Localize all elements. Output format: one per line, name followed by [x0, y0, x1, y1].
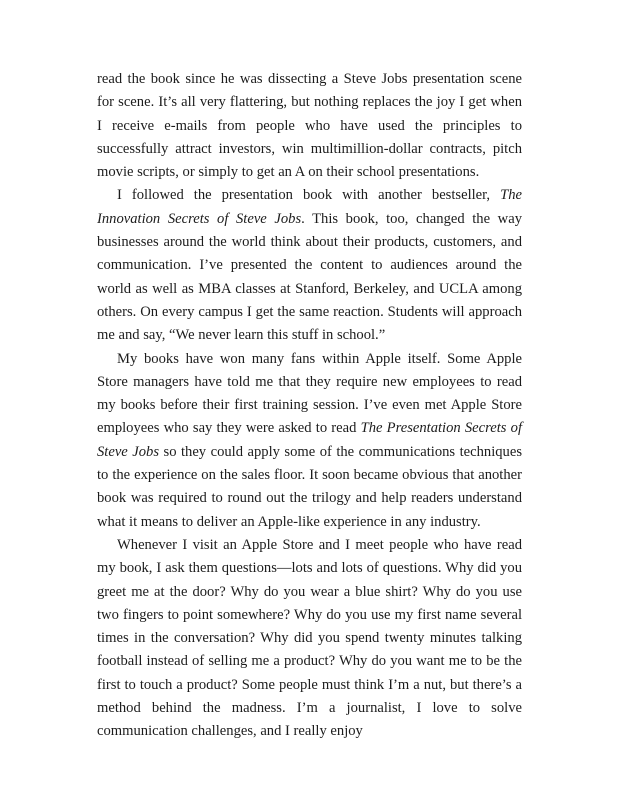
paragraph-1: [97, 68, 522, 184]
paragraph-text: . This book, too, changed the way businesses around the world think about their products, customers, and communication. I’ve presented the content to audiences around the world as well as MBA classes at Stanford, Berkeley, and UCLA among others. On every campus I get the same reaction. Students will approach me and say, “We never learn this stuff in school.”: [97, 210, 522, 344]
paragraph-text: My books have won many fans within Apple itself. Some Apple Store managers have told me that they require new employees to read my books before their first training session. I’ve even met Apple Store employees who say they were asked to read: [97, 350, 522, 437]
book-title-innovation-secrets: The Innovation Secrets of Steve Jobs: [97, 187, 522, 227]
paragraph-3: [97, 348, 522, 534]
book-title-presentation-secrets: The Presentation Secrets of Steve Jobs: [97, 420, 523, 460]
paragraph-4: [97, 534, 522, 744]
paragraph-text: Whenever I visit an Apple Store and I meet people who have read my book, I ask them questions—lots and lots of questions. Why did you greet me at the door? Why do you wear a blue shirt? Why do you use two fingers to point somewhere? Why do you use my first name several times in the conversation? Why did you spend twenty minutes talking football instead of selling me a product? Why do you want me to be the first to touch a product? Some people must think I’m a nut, but there’s a method behind the madness. I’m a journalist, I love to solve communication challenges, and I really enjoy: [97, 536, 522, 740]
paragraph-text: read the book since he was dissecting a Steve Jobs presentation scene for scene. It’s all very flattering, but nothing replaces the joy I get when I receive e-mails from people who have used the principles to successfully attract investors, win multimillion-dollar contracts, pitch movie scripts, or simply to get an A on their school presentations.: [97, 71, 522, 181]
body-text: [97, 68, 522, 744]
paragraph-2: [97, 184, 522, 347]
paragraph-text: I followed the presentation book with another bestseller,: [117, 187, 501, 204]
paragraph-text: so they could apply some of the communications techniques to the experience on the sales floor. It soon became obvious that another book was required to round out the trilogy and help readers understand what it means to deliver an Apple-like experience in any industry.: [97, 443, 522, 530]
